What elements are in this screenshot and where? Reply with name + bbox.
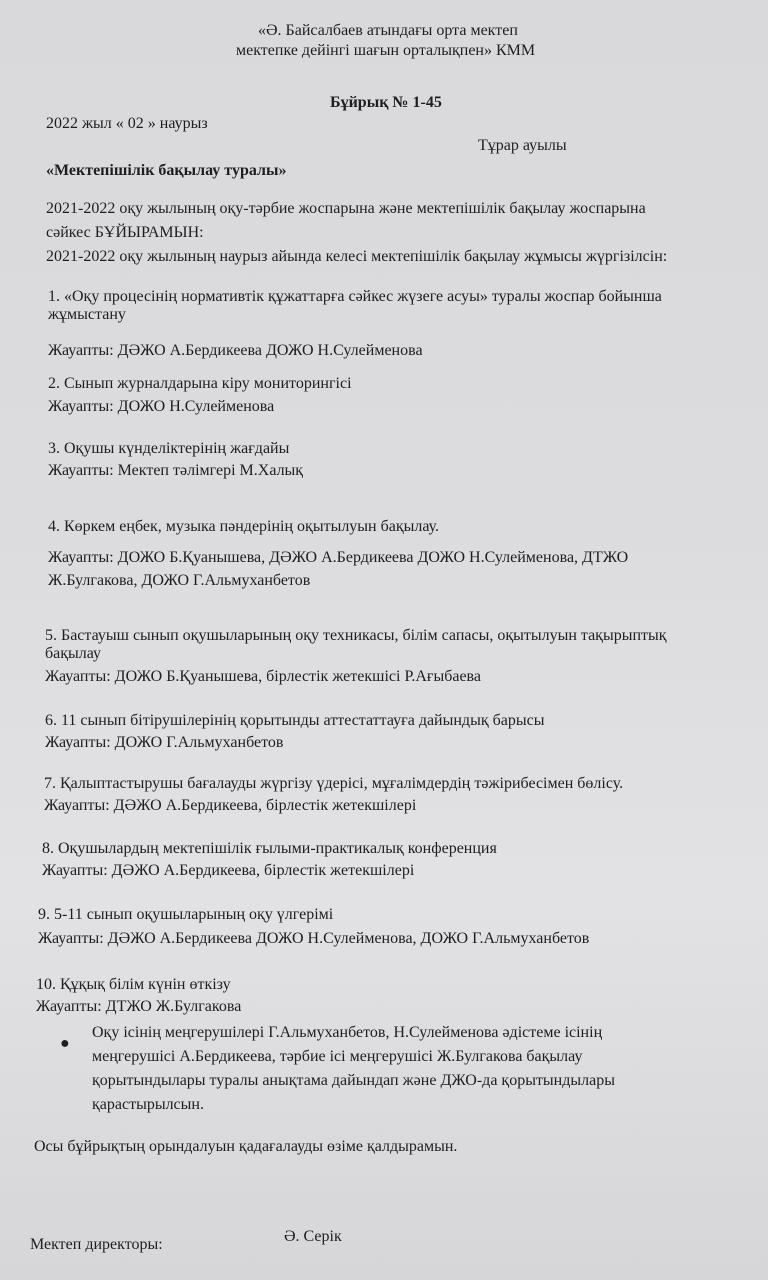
item-2-responsible: Жауапты: ДОЖО Н.Сулейменова — [48, 398, 275, 415]
bullet-line-3: қорытындылары туралы анықтама дайындап және ДЖО-да қорытындылары — [92, 1072, 615, 1089]
item-4-text: 4. Көркем еңбек, музыка пәндерінің оқытылуын бақылау. — [48, 518, 440, 535]
item-4-responsible-line-1: Жауапты: ДОЖО Б.Қуанышева, ДӘЖО А.Бердикеева ДОЖО Н.Сулейменова, ДТЖО — [48, 549, 629, 566]
item-9-responsible: Жауапты: ДӘЖО А.Бердикеева ДОЖО Н.Сулейменова, ДОЖО Г.Альмуханбетов — [38, 930, 590, 947]
item-1-text-line-1: 1. «Оқу процесінің нормативтік құжаттарға сәйкес жүзеге асуы» туралы жоспар бойынша — [48, 288, 662, 305]
bullet-line-1: Оқу ісінің меңгерушілері Г.Альмуханбетов, Н.Сулейменова әдістеме ісінің — [92, 1024, 603, 1041]
item-1-text-line-2: жұмыстану — [48, 306, 126, 323]
item-1-responsible: Жауапты: ДӘЖО А.Бердикеева ДОЖО Н.Сулейменова — [48, 342, 423, 359]
bullet-line-4: қарастырылсын. — [92, 1096, 204, 1113]
order-place: Тұрар ауылы — [478, 137, 567, 154]
item-6-text: 6. 11 сынып бітірушілерінің қорытынды аттестаттауға дайындық барысы — [45, 712, 545, 729]
header-line-1: «Ә. Байсалбаев атындағы орта мектеп — [258, 22, 518, 39]
item-6-responsible: Жауапты: ДОЖО Г.Альмуханбетов — [45, 734, 284, 751]
item-8-text: 8. Оқушылардың мектепішілік ғылыми-практикалық конференция — [42, 840, 497, 857]
item-10-responsible: Жауапты: ДТЖО Ж.Булгакова — [36, 998, 242, 1015]
order-subject: «Мектепішілік бақылау туралы» — [46, 162, 287, 179]
signature-title: Мектеп директоры: — [30, 1236, 163, 1253]
bullet-line-2: меңгерушісі А.Бердикеева, тәрбие ісі меңгерушісі Ж.Булгакова бақылау — [92, 1048, 583, 1065]
bullet-icon: ● — [60, 1035, 70, 1052]
item-7-text: 7. Қалыптастырушы бағалауды жүргізу үдерісі, мұғалімдердің тәжірибесімен бөлісу. — [44, 775, 624, 792]
item-8-responsible: Жауапты: ДӘЖО А.Бердикеева, бірлестік жетекшілері — [42, 862, 415, 879]
item-2-text: 2. Сынып журналдарына кіру мониторингісі — [48, 375, 352, 392]
item-5-responsible: Жауапты: ДОЖО Б.Қуанышева, бірлестік жетекшісі Р.Ағыбаева — [45, 668, 481, 685]
item-7-responsible: Жауапты: ДӘЖО А.Бердикеева, бірлестік жетекшілері — [44, 797, 417, 814]
intro-line-1: 2021-2022 оқу жылының оқу-тәрбие жоспарына және мектепішілік бақылау жоспарына — [46, 200, 646, 217]
signature-name: Ә. Серік — [284, 1228, 342, 1245]
item-3-text: 3. Оқушы күнделіктерінің жағдайы — [48, 440, 290, 457]
closing-text: Осы бұйрықтың орындалуын қадағалауды өзіме қалдырамын. — [34, 1138, 458, 1155]
item-3-responsible: Жауапты: Мектеп тәлімгері М.Халық — [48, 462, 304, 479]
intro-line-2: сәйкес БҰЙЫРАМЫН: — [46, 224, 204, 241]
intro-line-3: 2021-2022 оқу жылының наурыз айында келесі мектепішілік бақылау жұмысы жүргізілсін: — [46, 248, 668, 265]
item-4-responsible-line-2: Ж.Булгакова, ДОЖО Г.Альмуханбетов — [48, 572, 311, 589]
header-line-2: мектепке дейінгі шағын орталықпен» КММ — [236, 42, 536, 59]
item-9-text: 9. 5-11 сынып оқушыларының оқу үлгерімі — [38, 906, 334, 923]
item-5-text-line-1: 5. Бастауыш сынып оқушыларының оқу техникасы, білім сапасы, оқытылуын тақырыптық — [45, 627, 667, 644]
order-date: 2022 жыл « 02 » наурыз — [46, 115, 208, 132]
item-10-text: 10. Құқық білім күнін өткізу — [36, 976, 231, 993]
order-title: Бұйрық № 1-45 — [330, 94, 442, 111]
item-5-text-line-2: бақылау — [45, 645, 102, 662]
